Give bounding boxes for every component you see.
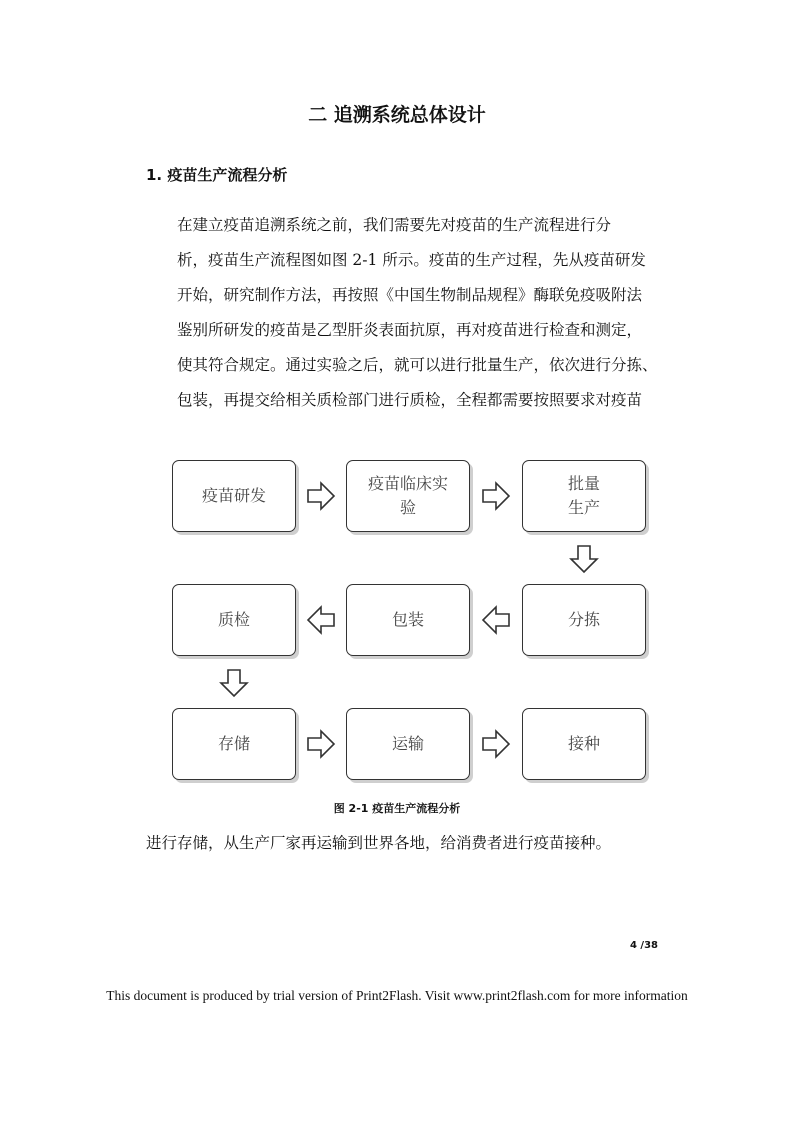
arrow-right-icon <box>306 729 336 759</box>
arrow-right-icon <box>306 481 336 511</box>
paragraph-continued: 进行存储，从生产厂家再运输到世界各地，给消费者进行疫苗接种。 <box>146 834 612 852</box>
node-storage <box>172 708 296 780</box>
node-label: 疫苗临床实 <box>367 474 448 493</box>
node-vaccination <box>522 708 646 780</box>
node-label: 生产 <box>567 498 600 517</box>
section-title: 1. 疫苗生产流程分析 <box>146 166 288 184</box>
chapter-title: 二 追溯系统总体设计 <box>308 104 486 126</box>
arrow-right-icon <box>481 481 511 511</box>
page-number: 4 /38 <box>629 940 658 951</box>
node-label: 分拣 <box>567 610 600 629</box>
node-label: 验 <box>399 498 416 517</box>
paragraph-line: 析，疫苗生产流程图如图 2-1 所示。疫苗的生产过程，先从疫苗研发 <box>177 251 646 269</box>
node-label: 接种 <box>567 734 600 753</box>
node-mass-production <box>522 460 646 532</box>
arrow-left-icon <box>306 605 336 635</box>
node-label: 批量 <box>567 474 600 493</box>
figure-caption: 图 2-1 疫苗生产流程分析 <box>333 802 461 815</box>
node-research <box>172 460 296 532</box>
paragraph-line: 包装，再提交给相关质检部门进行质检，全程都需要按照要求对疫苗 <box>177 391 643 409</box>
node-label: 质检 <box>217 610 250 629</box>
node-packaging <box>346 584 470 656</box>
paragraph-intro <box>146 208 658 418</box>
flowchart <box>160 448 660 798</box>
arrow-right-icon <box>481 729 511 759</box>
arrow-left-icon <box>481 605 511 635</box>
paragraph-line: 使其符合规定。通过实验之后，就可以进行批量生产，依次进行分拣、 <box>177 356 658 374</box>
arrow-down-icon <box>569 544 599 574</box>
node-label: 存储 <box>217 734 250 753</box>
node-transport <box>346 708 470 780</box>
arrow-down-icon <box>219 668 249 698</box>
node-sorting <box>522 584 646 656</box>
paragraph-line: 鉴别所研发的疫苗是乙型肝炎表面抗原，再对疫苗进行检查和测定， <box>177 321 643 339</box>
node-label: 运输 <box>391 734 424 753</box>
paragraph-line: 开始，研究制作方法，再按照《中国生物制品规程》酶联免疫吸附法 <box>177 286 643 304</box>
paragraph-line: 在建立疫苗追溯系统之前，我们需要先对疫苗的生产流程进行分 <box>177 216 612 234</box>
node-label: 疫苗研发 <box>201 486 266 505</box>
trial-footer: This document is produced by trial version of Print2Flash. Visit www.print2flash.com for more information <box>106 988 688 1003</box>
node-label: 包装 <box>391 610 424 629</box>
node-clinical <box>346 460 470 532</box>
node-quality-check <box>172 584 296 656</box>
